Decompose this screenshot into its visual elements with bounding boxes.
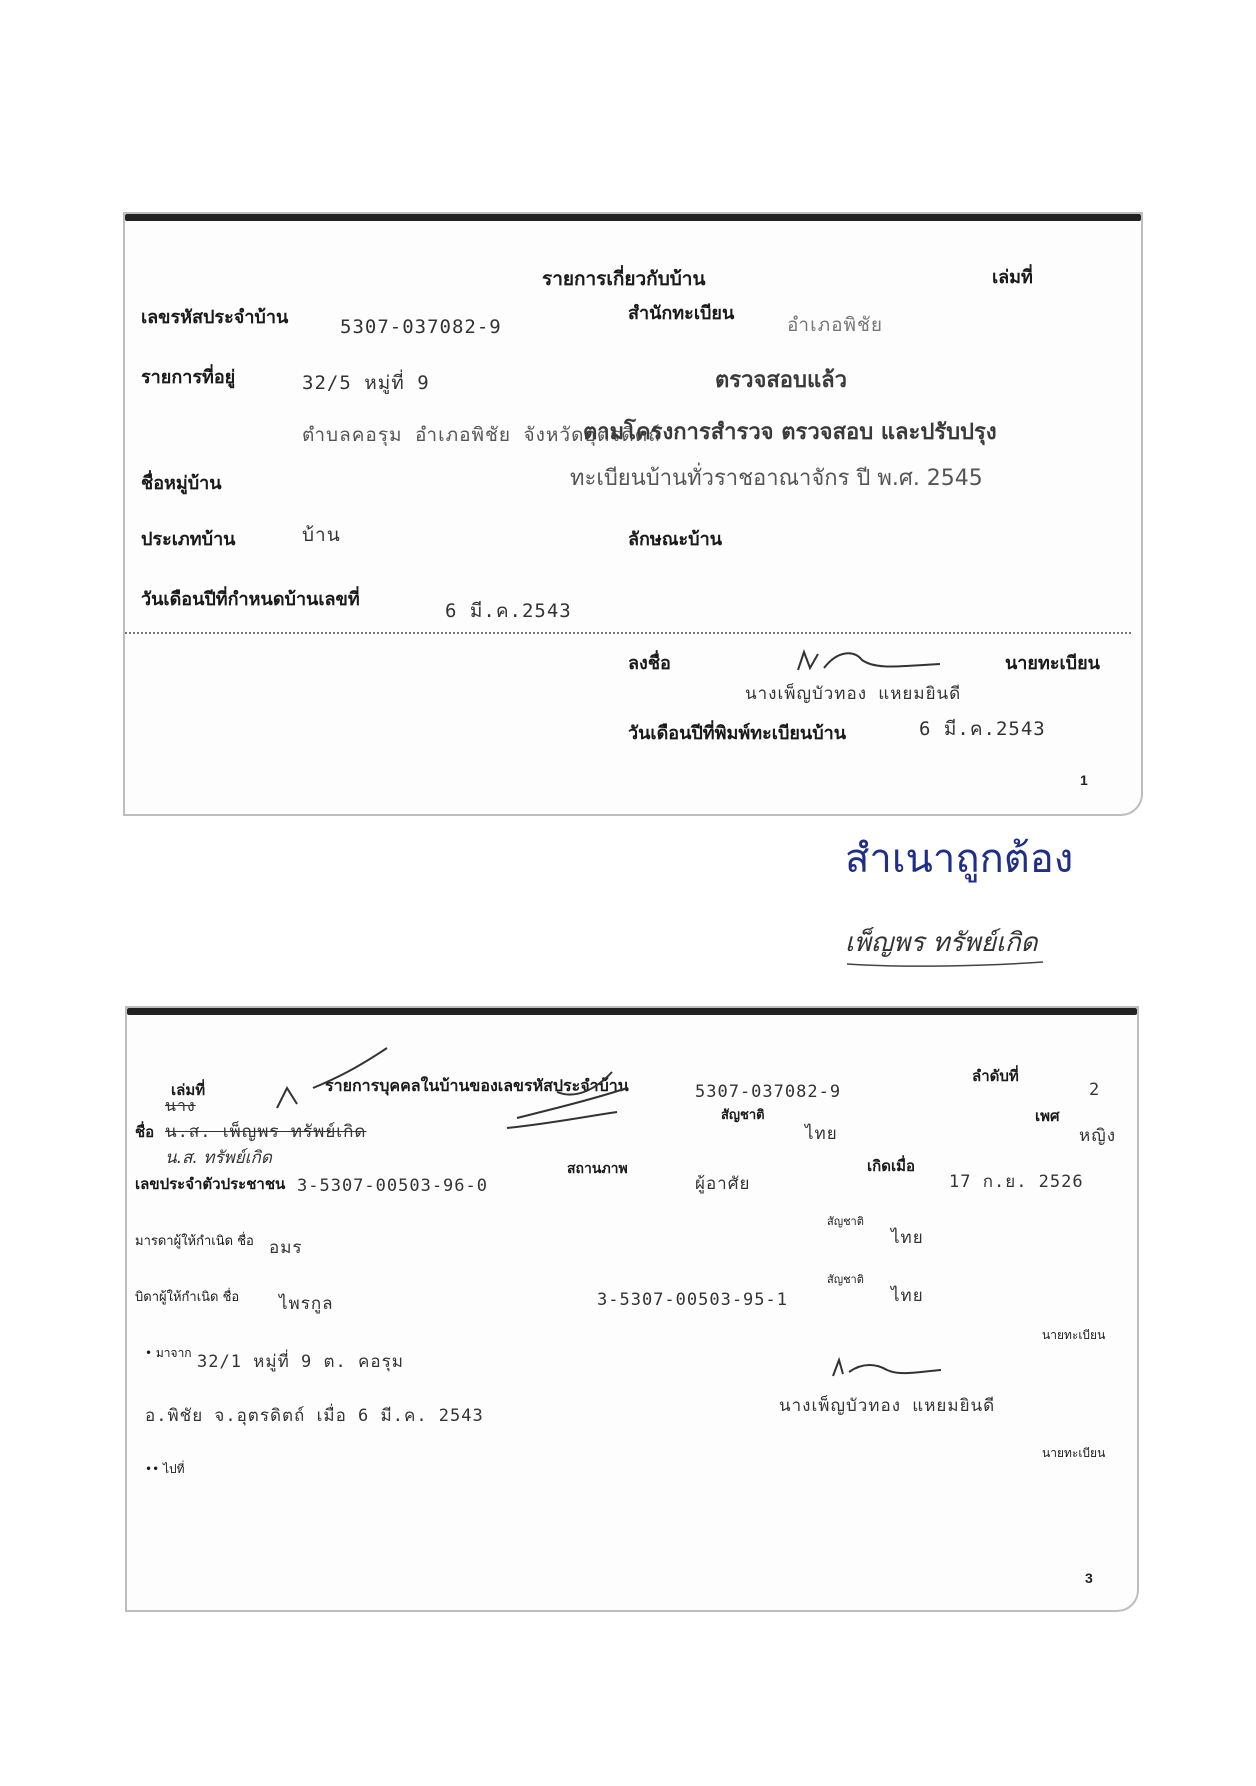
card-top-bar [125, 214, 1141, 221]
sex: หญิง [1079, 1126, 1116, 1146]
assigned-date-label: วันเดือนปีที่กำหนดบ้านเลขที่ [141, 589, 360, 610]
mother-nationality: ไทย [891, 1228, 924, 1248]
book-label: เล่มที่ [992, 267, 1033, 288]
house-type: บ้าน [302, 524, 341, 546]
address-label: รายการที่อยู่ [141, 367, 236, 388]
status-label: สถานภาพ [567, 1161, 628, 1177]
section-divider [125, 632, 1131, 634]
registry-office-label: สำนักทะเบียน [628, 303, 735, 324]
book-label: เล่มที่ [171, 1081, 206, 1099]
village-label: ชื่อหมู่บ้าน [141, 473, 222, 494]
assigned-date: 6 มี.ค.2543 [445, 600, 572, 622]
registrar-label-top: นายทะเบียน [1042, 1328, 1106, 1342]
registrar-label-bottom: นายทะเบียน [1042, 1446, 1106, 1460]
birth-label: เกิดเมื่อ [867, 1157, 915, 1175]
name-old-prefix: นาง [165, 1096, 196, 1115]
moved-to-label: •• ไปที่ [145, 1462, 185, 1476]
print-date-label: วันเดือนปีที่พิมพ์ทะเบียนบ้าน [628, 723, 847, 744]
name-label: ชื่อ [135, 1123, 155, 1141]
page-number: 1 [1080, 772, 1088, 788]
nationality-label: สัญชาติ [721, 1108, 765, 1123]
name-new: น.ส. ทรัพย์เกิด [165, 1148, 272, 1168]
id-label: เลขประจำตัวประชาชน [135, 1175, 286, 1193]
verified-stamp-line1: ตรวจสอบแล้ว [715, 368, 847, 393]
name-old: น.ส. เพ็ญพร ทรัพย์เกิด [165, 1122, 367, 1142]
registry-office: อำเภอพิชัย [787, 314, 884, 336]
mother-label: มารดาผู้ให้กำเนิด ชื่อ [135, 1234, 254, 1249]
person-details-card [125, 1006, 1139, 1612]
father-id: 3-5307-00503-95-1 [597, 1290, 788, 1310]
house-type-label: ประเภทบ้าน [141, 529, 236, 550]
house-code: 5307-037082-9 [695, 1082, 842, 1102]
address-line1: 32/5 หมู่ที่ 9 [302, 372, 430, 394]
order-number: 2 [1089, 1080, 1101, 1100]
house-code-label: เลขรหัสประจำบ้าน [141, 307, 289, 328]
verified-stamp-line3: ทะเบียนบ้านทั่วราชอาณาจักร ปี พ.ศ. 2545 [570, 466, 983, 491]
sign-label: ลงชื่อ [628, 653, 671, 674]
sex-label: เพศ [1035, 1107, 1060, 1125]
moved-from-label: • มาจาก [145, 1346, 192, 1360]
registrar-name: นางเพ็ญบัวทอง แหยมยินดี [779, 1396, 996, 1416]
house-character-label: ลักษณะบ้าน [628, 529, 722, 550]
order-label: ลำดับที่ [972, 1067, 1019, 1085]
card-title: รายการบุคคลในบ้านของเลขรหัสประจำบ้าน [325, 1076, 629, 1095]
status: ผู้อาศัย [695, 1174, 751, 1194]
registrar-signature [827, 1354, 947, 1384]
mother-name: อมร [269, 1238, 303, 1258]
print-date: 6 มี.ค.2543 [919, 718, 1046, 740]
registrar-name: นางเพ็ญบัวทอง แหยมยินดี [745, 684, 962, 704]
father-nationality-label: สัญชาติ [827, 1273, 864, 1286]
moved-from-line2: อ.พิชัย จ.อุตรดิตถ์ เมื่อ 6 มี.ค. 2543 [145, 1406, 484, 1426]
father-nationality: ไทย [891, 1286, 924, 1306]
card-top-bar [127, 1008, 1137, 1015]
signature-underline [845, 960, 1045, 970]
registrar-label: นายทะเบียน [1005, 653, 1100, 674]
registrar-signature [790, 646, 950, 680]
father-label: บิดาผู้ให้กำเนิด ชื่อ [135, 1290, 240, 1305]
house-details-card [123, 212, 1143, 816]
birth-date: 17 ก.ย. 2526 [949, 1172, 1084, 1192]
certified-copy-text: สำเนาถูกต้อง [845, 836, 1074, 882]
page-number: 3 [1085, 1570, 1093, 1586]
id-number: 3-5307-00503-96-0 [297, 1176, 488, 1196]
certifier-signature: เพ็ญพร ทรัพย์เกิด [845, 928, 1038, 958]
mother-nationality-label: สัญชาติ [827, 1215, 864, 1228]
house-code: 5307-037082-9 [340, 316, 502, 338]
nationality: ไทย [805, 1124, 838, 1144]
card-title: รายการเกี่ยวกับบ้าน [542, 268, 706, 290]
address-line2: ตำบลคอรุม อำเภอพิชัย จังหวัดอุตรดิตถ์ [302, 424, 661, 446]
father-name: ไพรกูล [279, 1294, 334, 1314]
amendment-marks [217, 1028, 637, 1138]
verified-stamp-line2: ตามโครงการสำรวจ ตรวจสอบ และปรับปรุง [583, 420, 997, 445]
moved-from-line1: 32/1 หมู่ที่ 9 ต. คอรุม [197, 1352, 404, 1372]
